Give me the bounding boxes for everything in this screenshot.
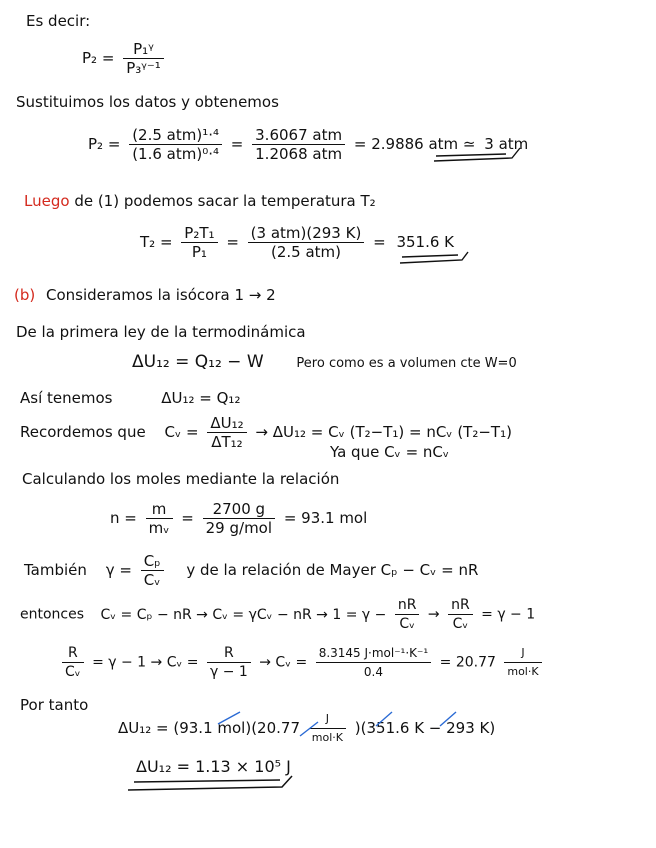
equation-end: = γ − 1 bbox=[481, 606, 536, 623]
denominator: mᵥ bbox=[146, 518, 173, 537]
numerator: 3.6067 atm bbox=[255, 126, 343, 144]
underline-final-2 bbox=[128, 776, 292, 790]
denominator: Cᵥ bbox=[448, 614, 473, 633]
equation: ΔU₁₂ = Q₁₂ bbox=[161, 389, 241, 407]
final-result: 351.6 K bbox=[396, 233, 454, 251]
denominator: mol·K bbox=[309, 728, 346, 747]
text: Consideramos la isócora 1 → 2 bbox=[46, 286, 276, 304]
numerator: ΔU₁₂ bbox=[210, 414, 244, 432]
denominator: P₃ᵞ⁻¹ bbox=[123, 58, 164, 77]
denominator: ΔT₁₂ bbox=[207, 432, 246, 451]
equation-chain: Cᵥ = Cₚ − nR → Cᵥ = γCᵥ − nR → 1 = γ − bbox=[100, 606, 387, 623]
numerator: nR bbox=[451, 597, 470, 613]
equals: = bbox=[226, 233, 239, 251]
equation-part: )(351.6 K − 293 K) bbox=[354, 719, 496, 737]
lead-text: También bbox=[24, 561, 87, 579]
eq-lhs: γ = bbox=[105, 561, 132, 579]
cancel-k1 bbox=[376, 712, 392, 726]
numerator: R bbox=[67, 645, 78, 661]
denominator: Cᵥ bbox=[395, 614, 420, 633]
result: = 2.9886 atm ≃ bbox=[353, 135, 476, 153]
lead-text: entonces bbox=[20, 606, 85, 623]
final-result: ΔU₁₂ = 1.13 × 10⁵ J bbox=[136, 757, 291, 776]
cancel-k2 bbox=[440, 712, 456, 726]
text: Por tanto bbox=[20, 696, 89, 714]
equation-part: ΔU₁₂ = (93.1 mol)(20.77 bbox=[118, 719, 300, 737]
equation-part: → Cᵥ = bbox=[259, 654, 308, 671]
lead-text: Así tenemos bbox=[20, 389, 113, 407]
eq-lhs: n = bbox=[110, 509, 137, 527]
eq-lhs: P₂ = bbox=[88, 135, 121, 153]
denominator: 29 g/mol bbox=[203, 518, 275, 537]
text: de (1) podemos sacar la temperatura T₂ bbox=[74, 192, 376, 210]
text: Es decir: bbox=[26, 12, 91, 30]
section-label: (b) bbox=[14, 286, 36, 304]
red-word: Luego bbox=[24, 192, 70, 210]
text: Calculando los moles mediante la relación bbox=[22, 470, 340, 488]
arrow: → bbox=[427, 606, 440, 623]
denominator: Cᵥ bbox=[141, 570, 164, 589]
eq-lhs: P₂ = bbox=[82, 49, 115, 67]
denominator: mol·K bbox=[504, 662, 541, 681]
numerator: (3 atm)(293 K) bbox=[250, 224, 362, 242]
equation-rest: y de la relación de Mayer Cₚ − Cᵥ = nR bbox=[186, 561, 479, 579]
numerator: Cₚ bbox=[143, 552, 161, 570]
numerator: P₂T₁ bbox=[184, 224, 215, 242]
denominator: (2.5 atm) bbox=[248, 242, 365, 261]
denominator: γ − 1 bbox=[207, 662, 251, 681]
numerator: (2.5 atm)¹·⁴ bbox=[132, 126, 219, 144]
underline-t2-1 bbox=[402, 255, 458, 257]
equals: = bbox=[230, 135, 244, 153]
note: Pero como es a volumen cte W=0 bbox=[296, 356, 517, 371]
text: Sustituimos los datos y obtenemos bbox=[16, 93, 279, 111]
denominator: (1.6 atm)⁰·⁴ bbox=[129, 144, 222, 163]
numerator: nR bbox=[397, 597, 417, 613]
numerator: P₁ᵞ bbox=[133, 40, 154, 58]
denominator: 0.4 bbox=[316, 662, 432, 681]
text: De la primera ley de la termodinámica bbox=[16, 323, 306, 341]
cancel-mol bbox=[218, 712, 240, 724]
equals: = bbox=[181, 509, 194, 527]
numerator: 8.3145 J·mol⁻¹·K⁻¹ bbox=[318, 646, 429, 660]
equation: ΔU₁₂ = Q₁₂ − W bbox=[132, 352, 264, 372]
numerator: m bbox=[151, 500, 167, 518]
underline-t2-2 bbox=[400, 252, 468, 263]
numerator: R bbox=[224, 645, 234, 661]
equation-part: = γ − 1 → Cᵥ = bbox=[92, 654, 199, 671]
final-result: 3 atm bbox=[484, 135, 529, 153]
lead-text: Recordemos que bbox=[20, 423, 146, 441]
denominator: Cᵥ bbox=[62, 662, 84, 681]
equation-rest: → ΔU₁₂ = Cᵥ (T₂−T₁) = nCᵥ (T₂−T₁) bbox=[255, 423, 512, 441]
numerator: J bbox=[521, 646, 525, 659]
eq-lhs: Cᵥ = bbox=[164, 423, 199, 441]
result: = 93.1 mol bbox=[283, 509, 368, 527]
cancel-molk bbox=[300, 722, 318, 736]
equals: = bbox=[373, 233, 386, 251]
equation-part: = 20.77 bbox=[439, 654, 496, 671]
numerator: 2700 g bbox=[212, 500, 266, 518]
underline-3atm-1 bbox=[436, 154, 506, 156]
text: Ya que Cᵥ = nCᵥ bbox=[330, 443, 450, 461]
denominator: 1.2068 atm bbox=[252, 144, 345, 163]
numerator: J bbox=[325, 712, 330, 725]
underline-final-1 bbox=[134, 780, 280, 782]
denominator: P₁ bbox=[181, 242, 217, 261]
eq-lhs: T₂ = bbox=[140, 233, 173, 251]
